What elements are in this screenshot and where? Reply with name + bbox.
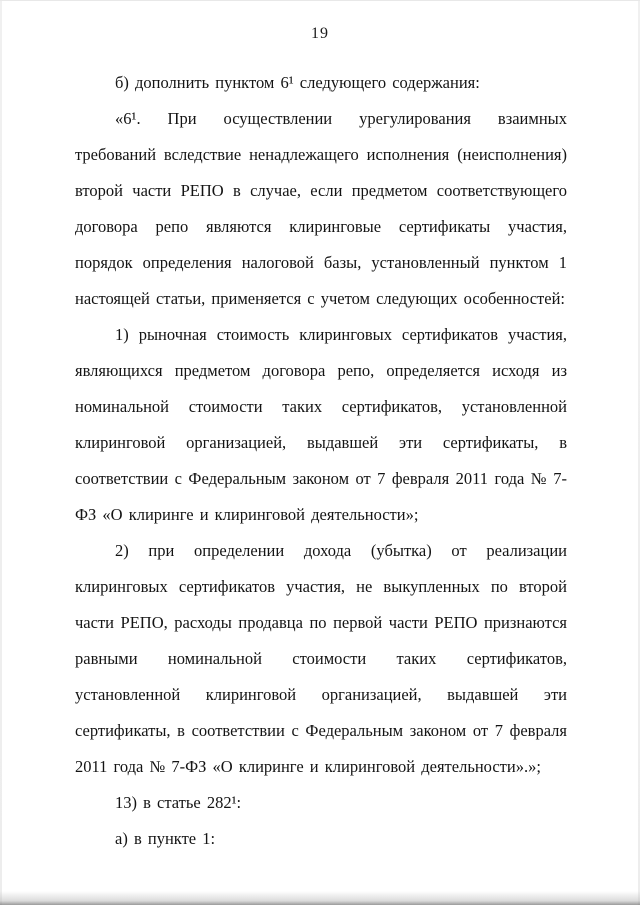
document-body [0,43,640,857]
paragraph-subpoint-2: 2) при определении дохода (убытка) от реализации клиринговых сертификатов участия, не выкупленных по второй части РЕПО, расходы продавца по первой части РЕПО признаются равными номинальной стоимости таких сертификатов, установленной клиринговой организацией, выдавшей эти сертификаты, в соответствии с Федеральным законом от 7 февраля 2011 года № 7-ФЗ «О клиринге и клиринговой деятельности».»; [75,541,567,776]
paragraph-point-6-1: «6¹. При осуществлении урегулирования взаимных требований вследствие ненадлежащего исполнения (неисполнения) второй части РЕПО в случае, если предметом соответствующего договора репо являются клиринговые сертификаты участия, порядок определения налоговой базы, установленный пунктом 1 настоящей статьи, применяется с учетом следующих особенностей: [75,109,567,308]
paragraph-item-13: 13) в статье 282¹: [115,793,242,812]
page-bottom-shadow [0,891,640,905]
page-number: 19 [311,25,329,42]
paragraph-subpoint-1: 1) рыночная стоимость клиринговых сертификатов участия, являющихся предметом договора репо, определяется исходя из номинальной стоимости таких сертификатов, установленной клиринговой организацией, выдавшей эти сертификаты, в соответствии с Федеральным законом от 7 февраля 2011 года № 7-ФЗ «О клиринге и клиринговой деятельности»; [75,325,567,524]
paragraph-subitem-a: а) в пункте 1: [115,829,216,848]
paragraph-subitem-b: б) дополнить пунктом 6¹ следующего содержания: [115,73,480,92]
